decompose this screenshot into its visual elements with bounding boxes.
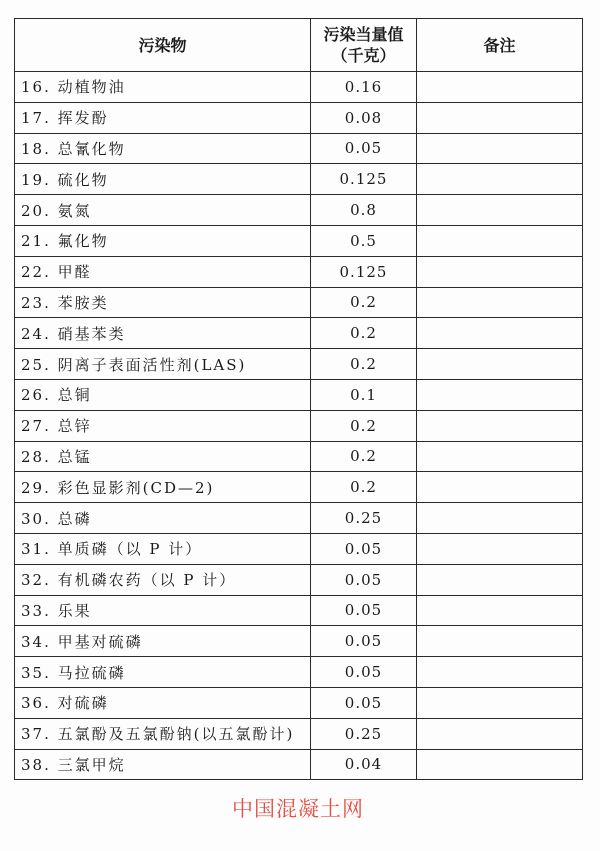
pollutant-name-cell: 26. 总铜 [15, 379, 311, 410]
remark-cell [417, 379, 583, 410]
table-row [15, 164, 583, 195]
remark-cell [417, 164, 583, 195]
pollutant-name-cell: 37. 五氯酚及五氯酚钠(以五氯酚计) [15, 718, 311, 749]
table-row [15, 349, 583, 380]
remark-cell [417, 749, 583, 780]
pollutant-name-cell: 36. 对硫磷 [15, 687, 311, 718]
table-row [15, 379, 583, 410]
header-remarks: 备注 [417, 19, 583, 72]
remark-cell [417, 626, 583, 657]
equivalent-value-cell: 0.05 [311, 533, 417, 564]
equivalent-value-cell: 0.8 [311, 195, 417, 226]
equivalent-value-cell: 0.05 [311, 133, 417, 164]
pollutant-name-cell: 21. 氟化物 [15, 225, 311, 256]
remark-cell [417, 225, 583, 256]
pollutant-name-cell: 35. 马拉硫磷 [15, 657, 311, 688]
table-row [15, 718, 583, 749]
equivalent-value-cell: 0.04 [311, 749, 417, 780]
table-row [15, 595, 583, 626]
table-row [15, 503, 583, 534]
remark-cell [417, 533, 583, 564]
remark-cell [417, 410, 583, 441]
table-row [15, 657, 583, 688]
header-pollutant: 污染物 [15, 19, 311, 72]
table-row [15, 318, 583, 349]
pollutant-name-cell: 28. 总锰 [15, 441, 311, 472]
pollutant-name-cell: 27. 总锌 [15, 410, 311, 441]
header-equivalent-line1: 污染当量值 [323, 25, 404, 44]
equivalent-value-cell: 0.05 [311, 595, 417, 626]
equivalent-value-cell: 0.25 [311, 718, 417, 749]
remark-cell [417, 657, 583, 688]
remark-cell [417, 349, 583, 380]
remark-cell [417, 595, 583, 626]
pollutant-name-cell: 25. 阴离子表面活性剂(LAS) [15, 349, 311, 380]
equivalent-value-cell: 0.05 [311, 564, 417, 595]
equivalent-value-cell: 0.2 [311, 472, 417, 503]
table-row [15, 195, 583, 226]
table-header-row [15, 19, 583, 72]
remark-cell [417, 72, 583, 103]
pollutant-name-cell: 17. 挥发酚 [15, 102, 311, 133]
pollutant-name-cell: 38. 三氯甲烷 [15, 749, 311, 780]
table-row [15, 72, 583, 103]
table-body [15, 72, 583, 780]
remark-cell [417, 287, 583, 318]
remark-cell [417, 102, 583, 133]
pollutant-name-cell: 18. 总氰化物 [15, 133, 311, 164]
equivalent-value-cell: 0.2 [311, 441, 417, 472]
pollutant-name-cell: 34. 甲基对硫磷 [15, 626, 311, 657]
equivalent-value-cell: 0.05 [311, 687, 417, 718]
pollutant-name-cell: 30. 总磷 [15, 503, 311, 534]
pollutant-name-cell: 19. 硫化物 [15, 164, 311, 195]
equivalent-value-cell: 0.05 [311, 626, 417, 657]
watermark-logo: 中国混凝土网 [232, 797, 364, 821]
pollutant-name-cell: 22. 甲醛 [15, 256, 311, 287]
remark-cell [417, 503, 583, 534]
remark-cell [417, 256, 583, 287]
pollutant-name-cell: 23. 苯胺类 [15, 287, 311, 318]
equivalent-value-cell: 0.25 [311, 503, 417, 534]
table-row [15, 472, 583, 503]
pollutant-equivalent-table [14, 18, 583, 780]
table-row [15, 133, 583, 164]
pollutant-name-cell: 33. 乐果 [15, 595, 311, 626]
equivalent-value-cell: 0.2 [311, 318, 417, 349]
pollutant-name-cell: 29. 彩色显影剂(CD—2) [15, 472, 311, 503]
table-row [15, 626, 583, 657]
equivalent-value-cell: 0.16 [311, 72, 417, 103]
table-row [15, 287, 583, 318]
table-row [15, 749, 583, 780]
pollutant-name-cell: 20. 氨氮 [15, 195, 311, 226]
remark-cell [417, 472, 583, 503]
equivalent-value-cell: 0.5 [311, 225, 417, 256]
table-row [15, 533, 583, 564]
pollutant-name-cell: 24. 硝基苯类 [15, 318, 311, 349]
table-row [15, 410, 583, 441]
pollutant-name-cell: 16. 动植物油 [15, 72, 311, 103]
equivalent-value-cell: 0.08 [311, 102, 417, 133]
equivalent-value-cell: 0.125 [311, 164, 417, 195]
remark-cell [417, 195, 583, 226]
header-equivalent-value [311, 19, 417, 72]
remark-cell [417, 441, 583, 472]
equivalent-value-cell: 0.1 [311, 379, 417, 410]
equivalent-value-cell: 0.05 [311, 657, 417, 688]
equivalent-value-cell: 0.2 [311, 287, 417, 318]
equivalent-value-cell: 0.2 [311, 349, 417, 380]
header-equivalent-line2: （千克） [331, 46, 396, 65]
table-row [15, 102, 583, 133]
table-row [15, 225, 583, 256]
remark-cell [417, 564, 583, 595]
pollutant-name-cell: 31. 单质磷（以 P 计） [15, 533, 311, 564]
equivalent-value-cell: 0.125 [311, 256, 417, 287]
equivalent-value-cell: 0.2 [311, 410, 417, 441]
remark-cell [417, 133, 583, 164]
table-row [15, 256, 583, 287]
remark-cell [417, 318, 583, 349]
table-row [15, 441, 583, 472]
remark-cell [417, 687, 583, 718]
table-row [15, 687, 583, 718]
table-row [15, 564, 583, 595]
remark-cell [417, 718, 583, 749]
pollutant-name-cell: 32. 有机磷农药（以 P 计） [15, 564, 311, 595]
